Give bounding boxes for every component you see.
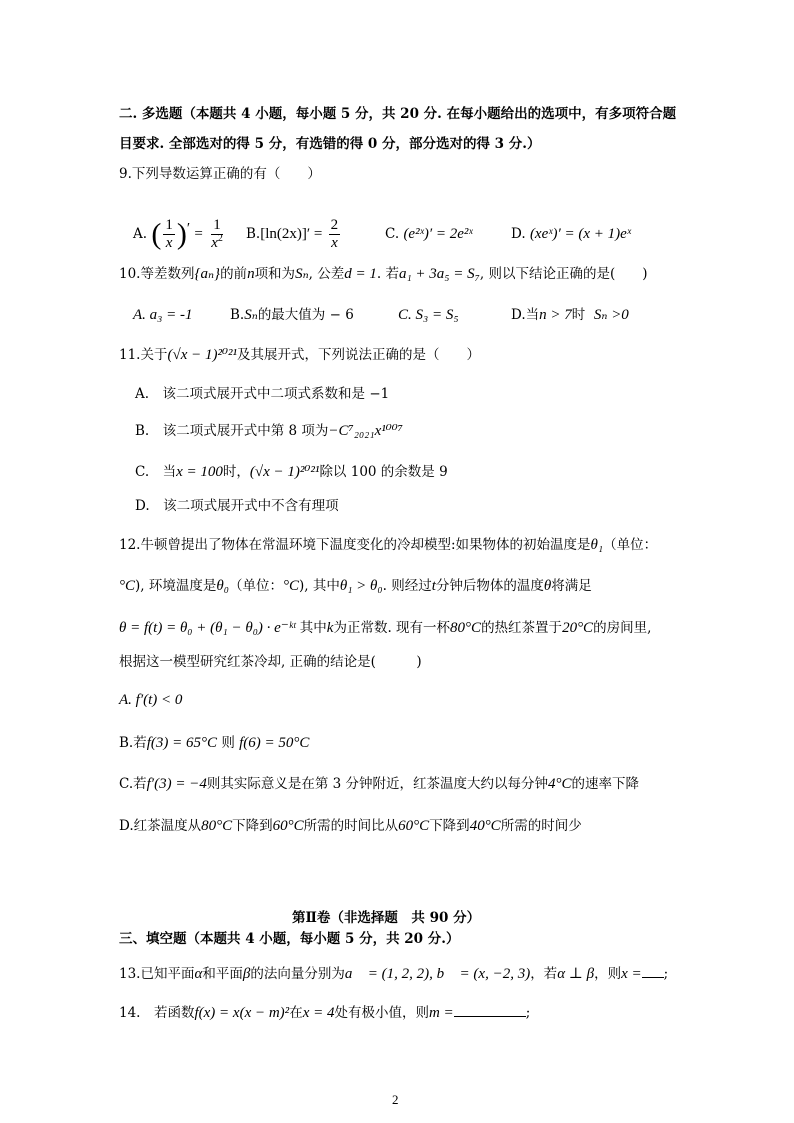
q11-option-d: D. 该二项式展开式中不含有理项 bbox=[135, 498, 339, 514]
q11-stem: 11.关于(√x − 1)²⁰²¹及其展开式，下列说法正确的是（ ） bbox=[119, 347, 480, 363]
q12-option-d: D.红茶温度从80°C下降到60°C所需的时间比从60°C下降到40°C所需的时间少 bbox=[119, 818, 582, 834]
q14-answer-blank[interactable] bbox=[454, 1002, 526, 1017]
q9-option-b: B.[ln(2x)]′ = $\frac{2}{x}$ bbox=[246, 217, 339, 251]
part2-title: 第Ⅱ卷（非选择题 共 90 分） bbox=[292, 910, 481, 926]
q14: 14. 若函数f(x) = x(x − m)²在x = 4处有极小值，则m = ; bbox=[119, 1002, 530, 1023]
q12-option-c: C.若f′(3) = −4则其实际意义是在第 3 分钟附近，红茶温度大约以每分钟4°C的速率下降 bbox=[119, 776, 640, 792]
q10-stem: 10.等差数列{aₙ}的前n项和为Sₙ, 公差d = 1. 若a₁ + 3a₅ = S₇, 则以下结论正确的是( ) bbox=[119, 266, 648, 282]
q11-option-b: B. 该二项式展开式中第 8 项为−C⁷₂₀₂₁x¹⁰⁰⁷ bbox=[135, 423, 403, 439]
q12-option-a: A. f′(t) < 0 bbox=[119, 692, 183, 708]
q13-answer-blank[interactable] bbox=[642, 963, 664, 978]
q12-line1: 12.牛顿曾提出了物体在常温环境下温度变化的冷却模型:如果物体的初始温度是θ₁（单位： bbox=[119, 537, 658, 553]
q13: 13.已知平面α和平面β的法向量分别为a⃗ = (1, 2, 2), b⃗ = (x, −2, 3)，若α ⊥ β，则x = ; bbox=[119, 963, 668, 984]
section3-header: 三、填空题（本题共 4 小题，每小题 5 分，共 20 分.） bbox=[119, 931, 460, 947]
q9-option-c: C. (e²ˣ)′ = 2e²ˣ bbox=[385, 226, 473, 242]
q11-option-c: C. 当x = 100时，(√x − 1)²⁰²¹除以 100 的余数是 9 bbox=[135, 464, 448, 480]
q10-option-d: D.当n > 7时 Sₙ >0 bbox=[511, 307, 629, 323]
q10-option-b: B.Sₙ的最大值为 − 6 bbox=[230, 307, 354, 323]
q9-stem: 9.下列导数运算正确的有（ ） bbox=[119, 166, 321, 182]
q10-option-c: C. S₃ = S₅ bbox=[398, 307, 459, 323]
section2-header-line2: 目要求. 全部选对的得 5 分，有选错的得 0 分，部分选对的得 3 分.） bbox=[119, 136, 541, 152]
q10-option-a: A. a₃ = -1 bbox=[133, 307, 193, 323]
q12-line2: °C), 环境温度是θ₀（单位：°C), 其中θ₁ > θ₀. 则经过t分钟后物体的温度θ将满足 bbox=[119, 578, 592, 594]
q11-option-a: A. 该二项式展开式中二项式系数和是 −1 bbox=[135, 386, 390, 402]
page-number: 2 bbox=[392, 1092, 399, 1107]
q12-line4: 根据这一模型研究红茶冷却, 正确的结论是( ) bbox=[119, 654, 422, 670]
q9-option-d: D. (xeˣ)′ = (x + 1)eˣ bbox=[511, 226, 632, 242]
section2-header-line1: 二. 多选题（本题共 4 小题，每小题 5 分，共 20 分. 在每小题给出的选项中，有多项符合题 bbox=[119, 106, 677, 122]
q12-line3: θ = f(t) = θ₀ + (θ₁ − θ₀) · e⁻ᵏᵗ 其中k为正常数. 现有一杯80°C的热红茶置于20°C的房间里, bbox=[119, 620, 652, 636]
q9-option-a: A. ( $\frac{1}{x}$ )′ = $\frac{1}{x^2}$ bbox=[133, 217, 223, 251]
q12-option-b: B.若f(3) = 65°C 则 f(6) = 50°C bbox=[119, 735, 310, 751]
